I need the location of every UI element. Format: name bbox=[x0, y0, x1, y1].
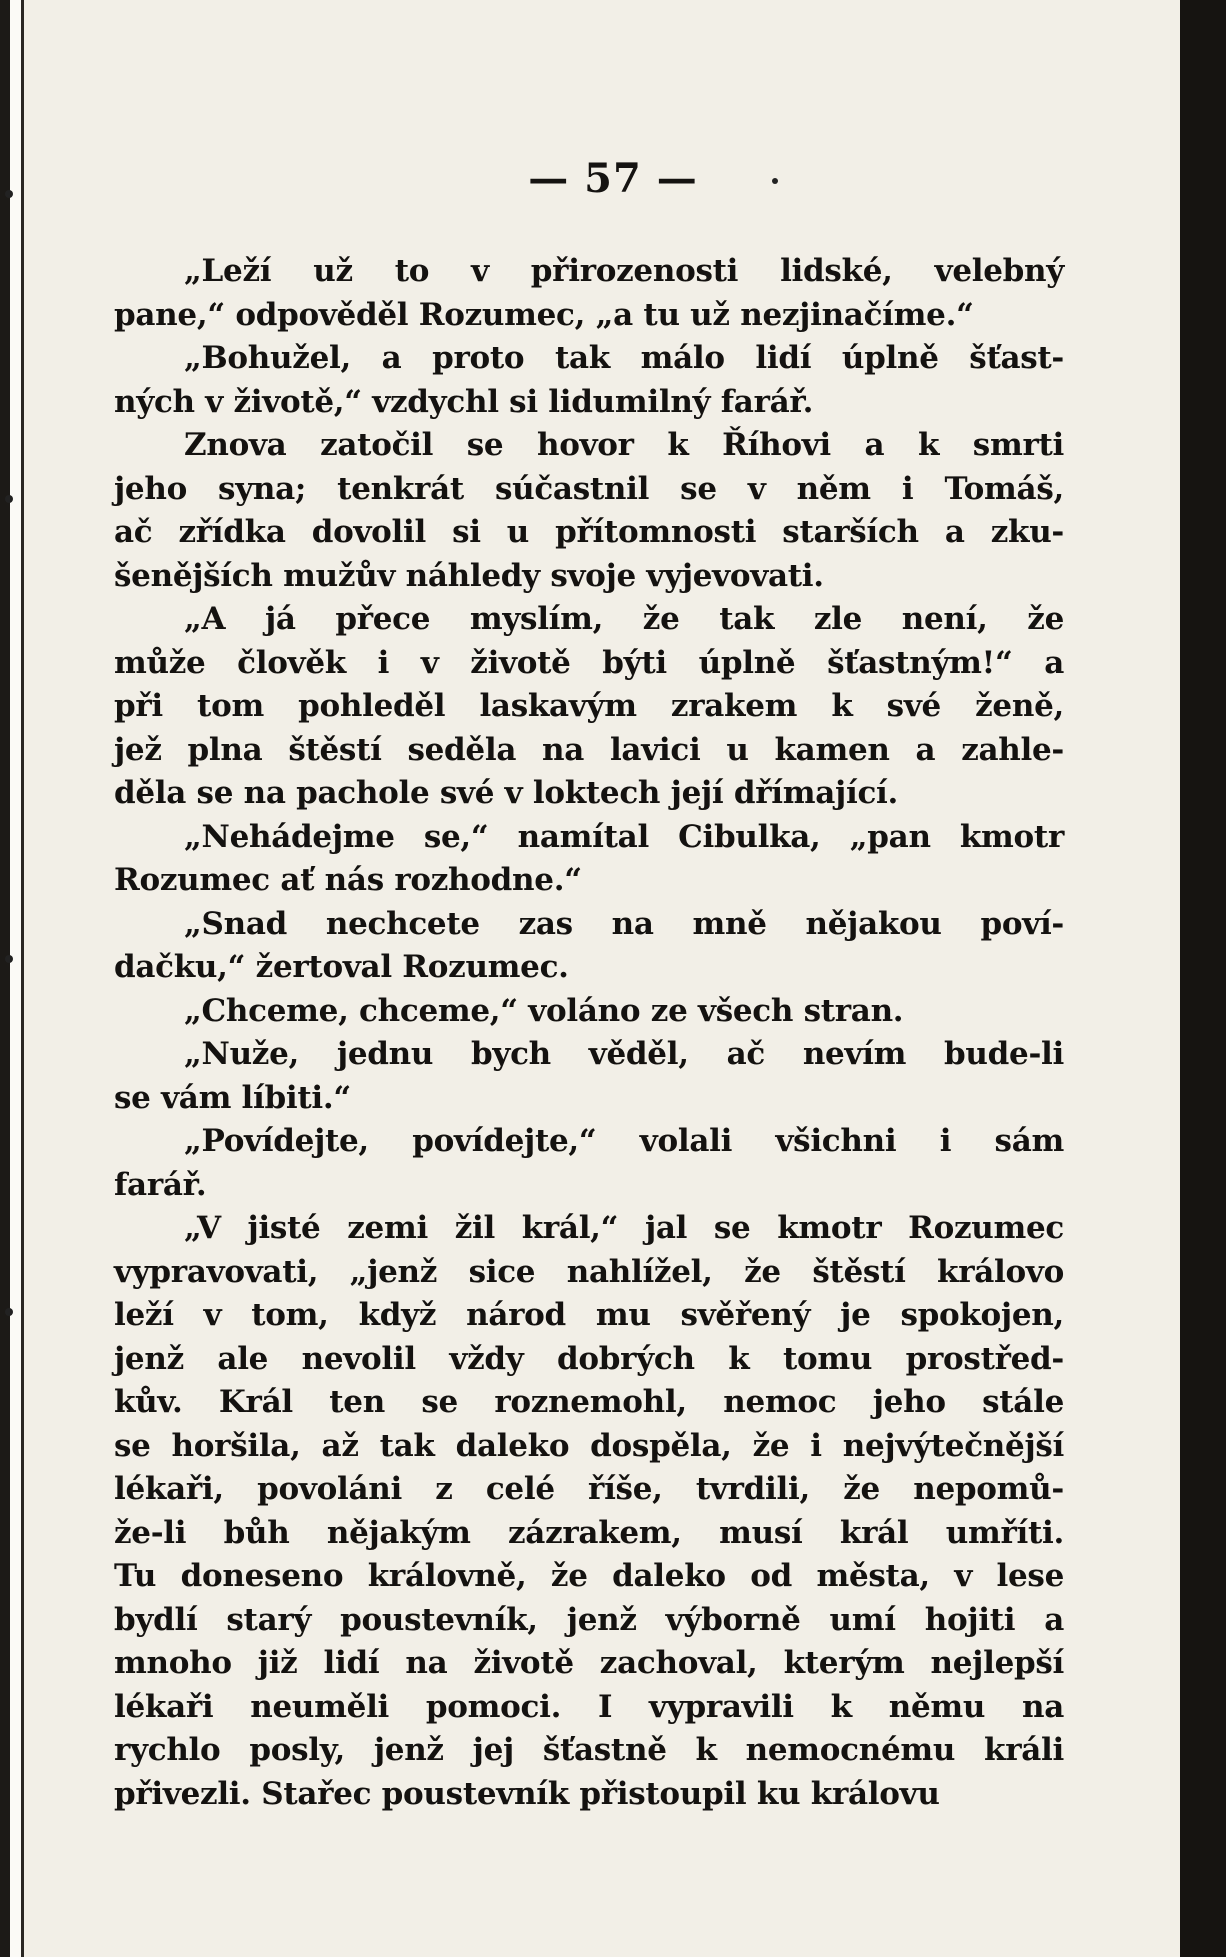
text-line: jenž ale nevolil vždy dobrých k tomu prostřed- bbox=[114, 1340, 1064, 1377]
text-line: vypravovati, „jenž sice nahlížel, že štěstí královo bbox=[114, 1253, 1064, 1290]
text-line: „V jisté zemi žil král,“ jal se kmotr Rozumec bbox=[184, 1210, 1064, 1246]
page-number: — 57 — bbox=[528, 155, 698, 202]
text-line: se vám líbiti.“ bbox=[114, 1079, 351, 1116]
text-line: dačku,“ žertoval Rozumec. bbox=[114, 949, 569, 985]
text-line: farář. bbox=[114, 1166, 207, 1203]
text-line: „Snad nechcete zas na mně nějakou poví- bbox=[184, 905, 1064, 942]
text-line: rychlo posly, jenž jej šťastně k nemocnému králi bbox=[114, 1732, 1064, 1768]
text-line: bydlí starý poustevník, jenž výborně umí hojiti a bbox=[114, 1601, 1064, 1638]
text-line: jež plna štěstí seděla na lavici u kamen a zahle- bbox=[114, 731, 1064, 768]
text-line: lékaři, povoláni z celé říše, tvrdili, že nepomů- bbox=[114, 1471, 1064, 1507]
text-line: Rozumec ať nás rozhodne.“ bbox=[114, 862, 582, 898]
text-line: „Chceme, chceme,“ voláno ze všech stran. bbox=[184, 992, 904, 1029]
text-line: „Leží už to v přirozenosti lidské, velebný bbox=[184, 253, 1064, 289]
text-line: pane,“ odpověděl Rozumec, „a tu už nezjinačíme.“ bbox=[114, 296, 974, 333]
text-line: „Nehádejme se,“ namítal Cibulka, „pan kmotr bbox=[184, 818, 1064, 855]
text-line: leží v tom, když národ mu svěřený je spokojen, bbox=[114, 1297, 1064, 1333]
scan-dark-border bbox=[1180, 0, 1226, 1957]
text-line: přivezli. Stařec poustevník přistoupil ku královu bbox=[114, 1775, 940, 1812]
scan-speck bbox=[5, 190, 13, 198]
text-line: šenějších mužův náhledy svoje vyjevovati. bbox=[114, 557, 824, 594]
text-line: ač zřídka dovolil si u přítomnosti starších a zku- bbox=[114, 514, 1064, 550]
text-line: lékaři neuměli pomoci. I vypravili k němu na bbox=[114, 1688, 1064, 1725]
text-line: „Povídejte, povídejte,“ volali všichni i sám bbox=[184, 1123, 1064, 1159]
text-line: „Bohužel, a proto tak málo lidí úplně šťast- bbox=[184, 340, 1064, 376]
scan-speck bbox=[5, 495, 13, 503]
body-text bbox=[114, 250, 1064, 1816]
text-line: Znova zatočil se hovor k Říhovi a k smrti bbox=[184, 427, 1064, 463]
text-line: Tu doneseno královně, že daleko od města, v lese bbox=[114, 1558, 1064, 1594]
text-line: se horšila, až tak daleko dospěla, že i nejvýtečnější bbox=[114, 1427, 1064, 1464]
text-line: může člověk i v životě býti úplně šťastným!“ a bbox=[114, 644, 1064, 681]
text-line: mnoho již lidí na životě zachoval, kterým nejlepší bbox=[114, 1645, 1064, 1681]
text-line: děla se na pachole své v loktech její dřímající. bbox=[114, 775, 898, 811]
page-binding-edge bbox=[10, 0, 24, 1957]
text-line: „Nuže, jednu bych věděl, ač nevím bude-li bbox=[184, 1036, 1064, 1072]
scan-speck bbox=[5, 1308, 13, 1316]
text-line: jeho syna; tenkrát súčastnil se v něm i Tomáš, bbox=[114, 470, 1064, 507]
text-line: „A já přece myslím, že tak zle není, že bbox=[184, 601, 1064, 637]
scan-speck bbox=[5, 955, 13, 963]
text-line: že-li bůh nějakým zázrakem, musí král umříti. bbox=[114, 1514, 1064, 1551]
scan-speck bbox=[772, 178, 778, 184]
text-line: kův. Král ten se roznemohl, nemoc jeho stále bbox=[114, 1384, 1064, 1420]
text-line: při tom pohleděl laskavým zrakem k své ženě, bbox=[114, 688, 1064, 724]
text-line: ných v životě,“ vzdychl si lidumilný farář. bbox=[114, 383, 814, 420]
